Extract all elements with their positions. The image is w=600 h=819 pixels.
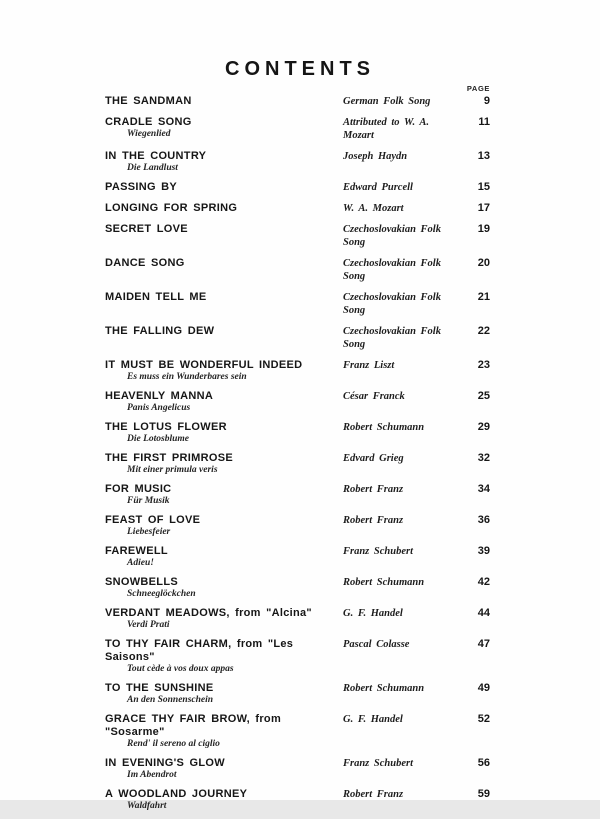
song-title: FAREWELL	[105, 545, 168, 557]
toc-entry	[105, 545, 490, 568]
toc-entry	[105, 713, 490, 749]
song-title-block	[105, 713, 343, 749]
song-title-block	[105, 257, 343, 270]
page-number: 17	[477, 202, 490, 214]
composer-name: Robert Schumann	[343, 422, 425, 433]
toc-list	[105, 95, 490, 819]
song-title: LONGING FOR SPRING	[105, 202, 238, 214]
song-title: PASSING BY	[105, 181, 178, 193]
page-number: 59	[477, 788, 490, 800]
composer-name: Joseph Haydn	[343, 151, 408, 162]
toc-entry	[105, 576, 490, 599]
song-subtitle: Mit einer primula veris	[127, 465, 218, 475]
song-title: HEAVENLY MANNA	[105, 390, 214, 402]
toc-entry	[105, 223, 490, 249]
composer-name: G. F. Handel	[343, 608, 403, 619]
toc-entry	[105, 682, 490, 705]
toc-entry	[105, 95, 490, 108]
page-number: 36	[477, 514, 490, 526]
toc-entry	[105, 150, 490, 173]
song-subtitle: Die Lotosblume	[127, 434, 190, 444]
composer-name: German Folk Song	[343, 96, 431, 107]
song-title-block	[105, 576, 343, 599]
song-title: GRACE THY FAIR BROW, from "Sosarme"	[105, 713, 282, 738]
page-number: 11	[478, 116, 490, 128]
song-title-block	[105, 514, 343, 537]
song-title-block	[105, 291, 343, 304]
song-title: THE FIRST PRIMROSE	[105, 452, 233, 464]
toc-entry	[105, 359, 490, 382]
page-title: CONTENTS	[225, 58, 375, 80]
composer-name: Czechoslovakian Folk Song	[343, 224, 441, 248]
composer-name: Robert Franz	[343, 515, 404, 526]
page-number: 29	[477, 421, 490, 433]
song-title: THE FALLING DEW	[105, 325, 215, 337]
song-title-block	[105, 545, 343, 568]
page-number: 9	[483, 95, 490, 107]
page-number: 20	[477, 257, 490, 269]
composer-name: Franz Liszt	[343, 360, 395, 371]
song-title: IN EVENING'S GLOW	[105, 757, 225, 769]
toc-entry	[105, 202, 490, 215]
song-subtitle: Die Landlust	[127, 163, 178, 173]
toc-entry	[105, 390, 490, 413]
toc-entry	[105, 638, 490, 674]
song-title-block	[105, 150, 343, 173]
song-title: THE SANDMAN	[105, 95, 192, 107]
song-title-block	[105, 95, 343, 108]
song-title-block	[105, 483, 343, 506]
toc-entry	[105, 452, 490, 475]
toc-entry	[105, 325, 490, 351]
composer-name: Edward Purcell	[343, 182, 413, 193]
page-number: 52	[477, 713, 490, 725]
toc-entry	[105, 257, 490, 283]
song-title: TO THY FAIR CHARM, from "Les Saisons"	[105, 638, 294, 663]
song-title-block	[105, 788, 343, 811]
song-title: DANCE SONG	[105, 257, 185, 269]
song-title: THE LOTUS FLOWER	[105, 421, 227, 433]
page-number: 39	[477, 545, 490, 557]
song-subtitle: Verdi Prati	[127, 620, 170, 630]
page-number: 32	[477, 452, 490, 464]
song-title: SNOWBELLS	[105, 576, 178, 588]
song-subtitle: Waldfahrt	[127, 801, 167, 811]
toc-entry	[105, 421, 490, 444]
song-subtitle: Tout cède à vos doux appas	[127, 664, 234, 674]
song-title-block	[105, 116, 343, 139]
toc-entry	[105, 607, 490, 630]
song-title-block	[105, 223, 343, 236]
song-subtitle: Es muss ein Wunderbares sein	[127, 372, 247, 382]
song-title-block	[105, 325, 343, 338]
song-subtitle: Adieu!	[127, 558, 154, 568]
composer-name: Robert Franz	[343, 789, 404, 800]
page-number: 44	[477, 607, 490, 619]
composer-name: G. F. Handel	[343, 714, 403, 725]
toc-entry	[105, 757, 490, 780]
song-subtitle: Panis Angelicus	[127, 403, 191, 413]
song-subtitle: Für Musik	[127, 496, 170, 506]
composer-name: Czechoslovakian Folk Song	[343, 258, 441, 282]
song-title: A WOODLAND JOURNEY	[105, 788, 248, 800]
song-title: IT MUST BE WONDERFUL INDEED	[105, 359, 303, 371]
song-title-block	[105, 607, 343, 630]
song-title-block	[105, 421, 343, 444]
composer-name: Pascal Colasse	[343, 639, 410, 650]
page-number: 42	[477, 576, 490, 588]
composer-name: Franz Schubert	[343, 758, 413, 769]
composer-name: Czechoslovakian Folk Song	[343, 292, 441, 316]
song-title: MAIDEN TELL ME	[105, 291, 207, 303]
song-title-block	[105, 390, 343, 413]
song-title-block	[105, 452, 343, 475]
composer-name: W. A. Mozart	[343, 203, 404, 214]
song-title-block	[105, 638, 343, 674]
page-number: 21	[477, 291, 490, 303]
composer-name: Franz Schubert	[343, 546, 413, 557]
song-subtitle: Schneeglöckchen	[127, 589, 196, 599]
page-number: 19	[477, 223, 490, 235]
page-number: 49	[477, 682, 490, 694]
song-title-block	[105, 202, 343, 215]
composer-name: Attributed to W. A. Mozart	[343, 117, 430, 141]
song-title-block	[105, 682, 343, 705]
toc-entry	[105, 291, 490, 317]
composer-name: Robert Schumann	[343, 577, 425, 588]
composer-name: César Franck	[343, 391, 405, 402]
song-subtitle: Liebesfeier	[127, 527, 171, 537]
toc-entry	[105, 514, 490, 537]
song-subtitle: An den Sonnenschein	[127, 695, 214, 705]
composer-name: Robert Schumann	[343, 683, 425, 694]
composer-name: Robert Franz	[343, 484, 404, 495]
song-subtitle: Im Abendrot	[127, 770, 177, 780]
page-number: 15	[477, 181, 490, 193]
song-title-block	[105, 181, 343, 194]
composer-name: Edvard Grieg	[343, 453, 404, 464]
page-number: 47	[477, 638, 490, 650]
page-number: 56	[477, 757, 490, 769]
page-number: 22	[477, 325, 490, 337]
toc-entry	[105, 116, 490, 142]
song-title: TO THE SUNSHINE	[105, 682, 214, 694]
song-title: CRADLE SONG	[105, 116, 192, 128]
song-title: FOR MUSIC	[105, 483, 172, 495]
toc-entry	[105, 181, 490, 194]
song-title-block	[105, 359, 343, 382]
toc-entry	[105, 788, 490, 811]
page-number: 34	[477, 483, 490, 495]
song-title: IN THE COUNTRY	[105, 150, 207, 162]
song-title-block	[105, 757, 343, 780]
page-number: 23	[477, 359, 490, 371]
page-column-header: PAGE	[466, 84, 490, 93]
song-title: SECRET LOVE	[105, 223, 188, 235]
page-number: 25	[477, 390, 490, 402]
song-subtitle: Rend' il sereno al ciglio	[127, 739, 220, 749]
page-number: 13	[477, 150, 490, 162]
toc-entry	[105, 483, 490, 506]
song-title: FEAST OF LOVE	[105, 514, 201, 526]
song-title: VERDANT MEADOWS, from "Alcina"	[105, 607, 312, 619]
composer-name: Czechoslovakian Folk Song	[343, 326, 441, 350]
song-subtitle: Wiegenlied	[127, 129, 171, 139]
